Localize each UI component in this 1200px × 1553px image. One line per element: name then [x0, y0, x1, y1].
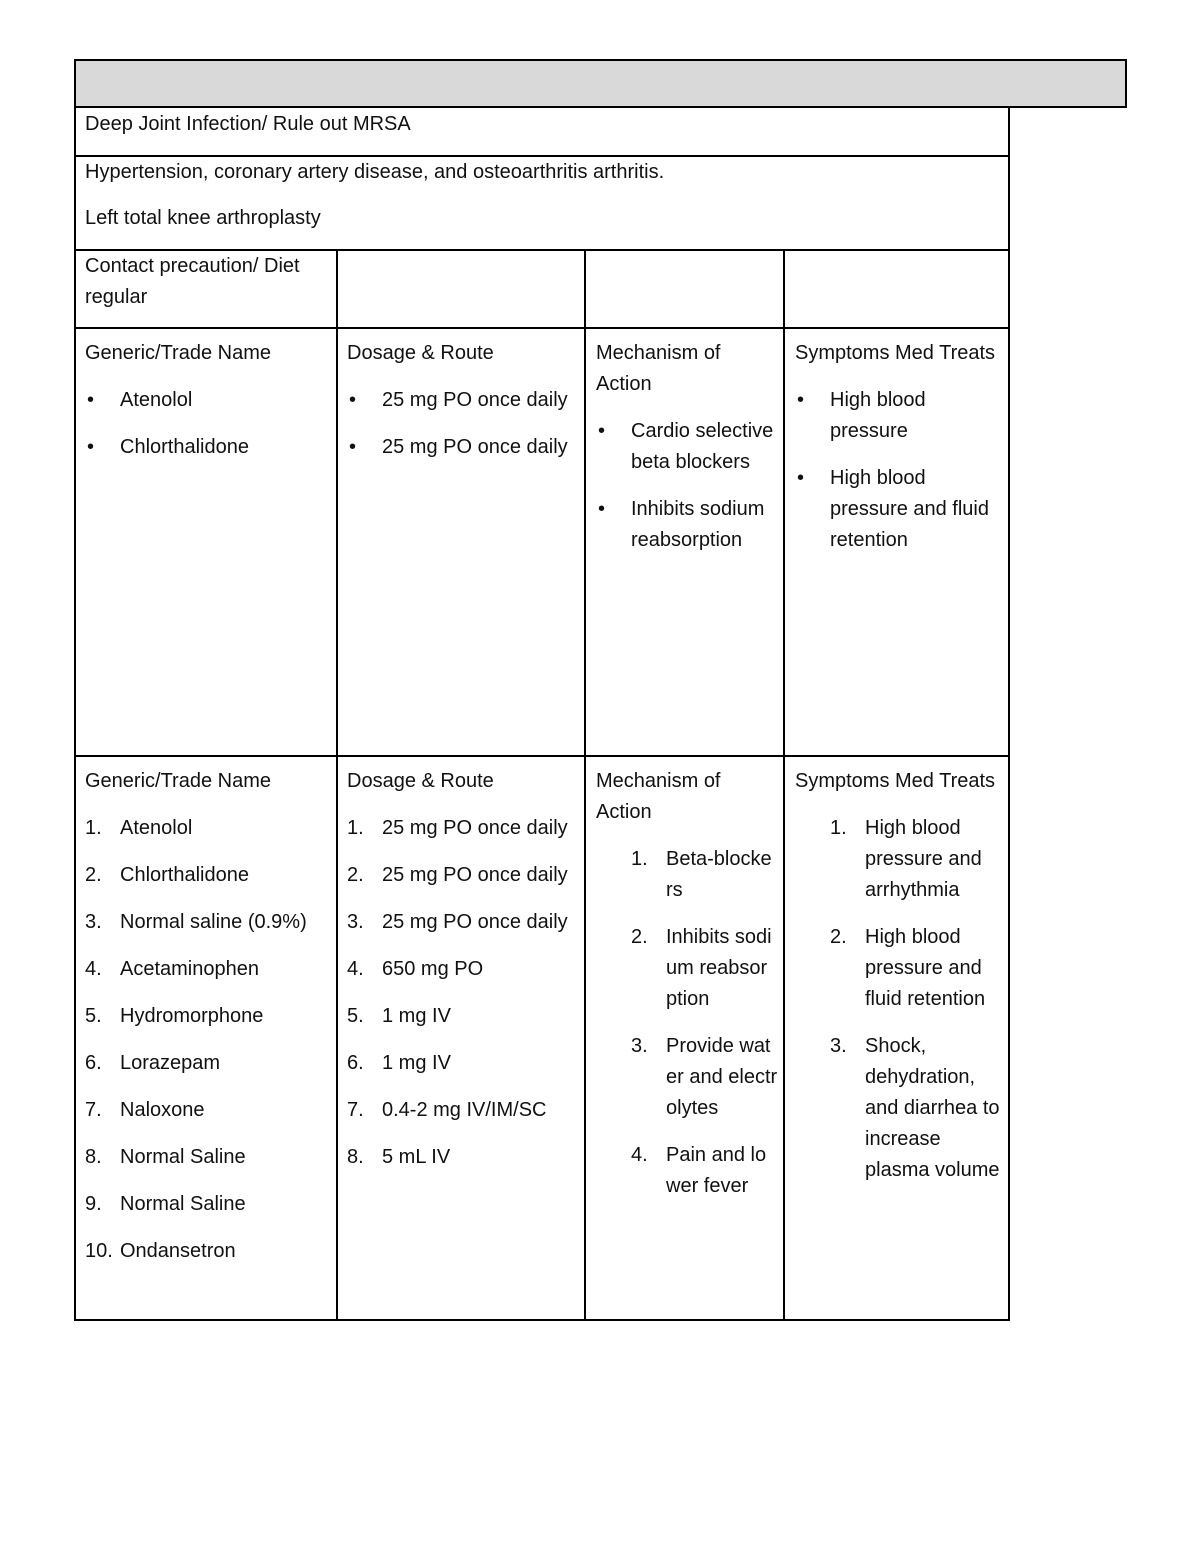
list-item: 3. Shock, dehydration, and diarrhea to increase plasma volume — [830, 1035, 1000, 1181]
s1-dosage-header: Dosage & Route — [347, 342, 494, 364]
list-item: • Chlorthalidone — [85, 432, 330, 463]
s1-generic-header: Generic/Trade Name — [85, 342, 271, 364]
diagnosis-text: Deep Joint Infection/ Rule out MRSA — [85, 113, 411, 135]
column-divider — [783, 249, 785, 1321]
list-item: 2. High blood pressure and fluid retention — [830, 926, 986, 1010]
list-item: • High blood pressure — [795, 385, 1000, 447]
list-item: 3. 25 mg PO once daily — [347, 911, 568, 933]
column-divider — [584, 249, 586, 1321]
list-item: 4. Acetaminophen — [85, 958, 259, 980]
s2-symptoms-cell — [795, 766, 1000, 1202]
row-divider — [74, 327, 1010, 329]
list-item: 2. Inhibits sodium reabsorption — [631, 926, 772, 1010]
list-item: 4. 650 mg PO — [347, 958, 484, 980]
precautions-text: Contact precaution/ Diet regular — [85, 255, 300, 308]
s2-mechanism-header: Mechanism of Action — [596, 770, 721, 823]
list-item: 6. Lorazepam — [85, 1052, 221, 1074]
list-item: • 25 mg PO once daily — [347, 385, 579, 416]
s2-symptoms-list — [795, 813, 1000, 1186]
s1-symptoms-header: Symptoms Med Treats — [795, 342, 996, 364]
list-item: 5. 1 mg IV — [347, 1005, 451, 1027]
list-item: 3. Normal saline (0.9%) — [85, 911, 307, 933]
list-item: 7. Naloxone — [85, 1099, 205, 1121]
list-item: • Atenolol — [85, 385, 330, 416]
table-bottom-border — [74, 1319, 1010, 1321]
list-item: 3. Provide water and electrolytes — [631, 1035, 778, 1119]
s2-mechanism-list — [596, 844, 778, 1202]
row-divider — [74, 755, 1010, 757]
s1-mechanism-header: Mechanism of Action — [596, 342, 721, 395]
s1-generic-list — [85, 385, 330, 463]
s2-dosage-list — [347, 813, 579, 1173]
list-item: 4. Pain and lower fever — [631, 1144, 767, 1197]
history-line-1: Hypertension, coronary artery disease, and osteoarthritis arthritis. — [85, 161, 665, 183]
s2-mechanism-cell — [596, 766, 778, 1218]
history-line-2: Left total knee arthroplasty — [85, 207, 321, 229]
list-item: 10. Ondansetron — [85, 1240, 236, 1262]
list-item: 8. 5 mL IV — [347, 1146, 451, 1168]
s1-generic-cell — [85, 338, 330, 479]
list-item: 2. Chlorthalidone — [85, 864, 249, 886]
list-item: • High blood pressure and fluid retention — [795, 463, 1000, 556]
column-divider — [336, 249, 338, 1321]
s2-symptoms-header: Symptoms Med Treats — [795, 770, 996, 792]
list-item: 1. High blood pressure and arrhythmia — [830, 817, 982, 901]
s1-mechanism-list — [596, 416, 778, 556]
s2-generic-list — [85, 813, 330, 1267]
list-item: 2. 25 mg PO once daily — [347, 864, 568, 886]
s1-symptoms-list — [795, 385, 1000, 556]
table-right-border — [1008, 108, 1010, 1321]
list-item: • Cardio selective beta blockers — [596, 416, 778, 478]
s1-symptoms-cell — [795, 338, 1000, 572]
table-left-border — [74, 108, 76, 1321]
list-item: 1. Atenolol — [85, 817, 193, 839]
header-bar — [74, 59, 1127, 108]
s1-dosage-cell — [347, 338, 579, 479]
list-item: • 25 mg PO once daily — [347, 432, 579, 463]
list-item: 7. 0.4-2 mg IV/IM/SC — [347, 1099, 547, 1121]
s1-dosage-list — [347, 385, 579, 463]
list-item: 6. 1 mg IV — [347, 1052, 451, 1074]
list-item: 8. Normal Saline — [85, 1146, 246, 1168]
list-item: 1. 25 mg PO once daily — [347, 817, 568, 839]
list-item: • Inhibits sodium reabsorption — [596, 494, 778, 556]
s2-dosage-header: Dosage & Route — [347, 770, 494, 792]
list-item: 5. Hydromorphone — [85, 1005, 264, 1027]
s1-mechanism-cell — [596, 338, 778, 572]
s2-generic-header: Generic/Trade Name — [85, 770, 271, 792]
s2-dosage-cell — [347, 766, 579, 1189]
list-item: 9. Normal Saline — [85, 1193, 246, 1215]
list-item: 1. Beta-blockers — [631, 848, 772, 901]
s2-generic-cell — [85, 766, 330, 1283]
